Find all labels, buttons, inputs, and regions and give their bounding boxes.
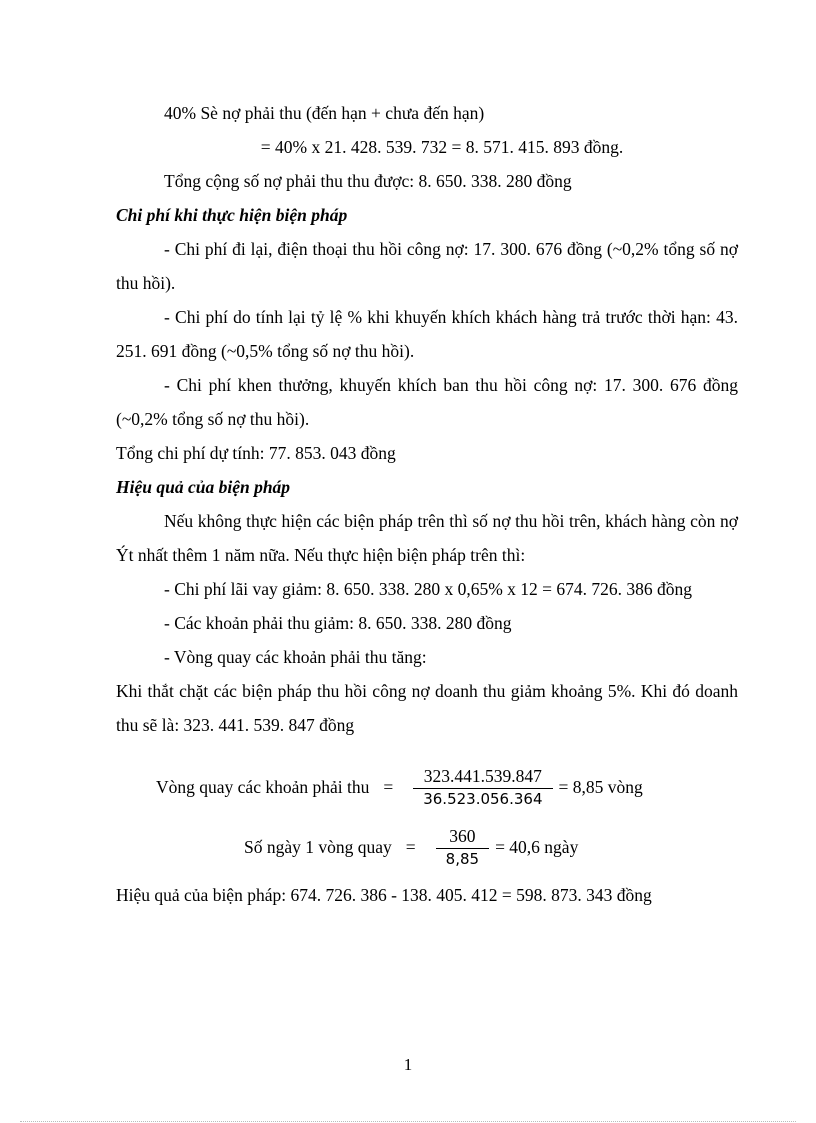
text-line: Hiệu quả của biện pháp: 674. 726. 386 - 138. 405. 412 = 598. 873. 343 đồng (116, 885, 652, 905)
formula-label: Vòng quay các khoản phải thu (156, 776, 370, 797)
fraction-denominator: 36.523.056.364 (413, 788, 552, 808)
paragraph: Khi thắt chặt các biện pháp thu hồi công nợ doanh thu giảm khoảng 5%. Khi đó doanh thu sẽ là: 323. 441. 539. 847 đồng (116, 681, 738, 735)
formula-turnover (156, 766, 738, 808)
fraction-denominator: 8,85 (436, 848, 489, 868)
formula-days (244, 826, 738, 868)
formula-result: = 40,6 ngày (495, 836, 579, 857)
text-line: = 40% x 21. 428. 539. 732 = 8. 571. 415. 893 đồng. (260, 137, 624, 157)
formula-equals: = (383, 776, 394, 797)
formula-equals: = (405, 836, 416, 857)
formula-result: = 8,85 vòng (558, 776, 643, 797)
fraction-numerator: 360 (449, 826, 476, 846)
page-number: 1 (403, 1055, 413, 1074)
document-page (116, 96, 738, 912)
text-line: 40% Sè nợ phải thu (đến hạn + chưa đến hạn) (164, 103, 485, 123)
text-line: Tổng chi phí dự tính: 77. 853. 043 đồng (116, 443, 396, 463)
page-bottom-border (20, 1121, 796, 1122)
fraction-numerator: 323.441.539.847 (423, 766, 542, 786)
fraction (436, 826, 489, 868)
formula-label: Số ngày 1 vòng quay (244, 836, 392, 857)
paragraph: Nếu không thực hiện các biện pháp trên thì số nợ thu hồi trên, khách hàng còn nợ Ýt nhất thêm 1 năm nữa. Nếu thực hiện biện pháp trên thì: (116, 511, 738, 565)
paragraph: - Chi phí đi lại, điện thoại thu hồi công nợ: 17. 300. 676 đồng (~0,2% tổng số nợ thu hồi). (116, 239, 738, 293)
section-heading: Chi phí khi thực hiện biện pháp (116, 205, 348, 225)
paragraph: - Chi phí lãi vay giảm: 8. 650. 338. 280 x 0,65% x 12 = 674. 726. 386 đồng (164, 579, 693, 599)
section-heading: Hiệu quả của biện pháp (116, 477, 291, 497)
paragraph: - Chi phí khen thưởng, khuyến khích ban thu hồi công nợ: 17. 300. 676 đồng (~0,2% tổng số nợ thu hồi). (116, 375, 738, 429)
fraction (413, 766, 552, 808)
paragraph: - Chi phí do tính lại tỷ lệ % khi khuyến khích khách hàng trả trước thời hạn: 43. 251. 691 đồng (~0,5% tổng số nợ thu hồi). (116, 307, 738, 361)
text-line: Tổng cộng số nợ phải thu thu được: 8. 650. 338. 280 đồng (164, 171, 572, 191)
text-line: - Vòng quay các khoản phải thu tăng: (164, 647, 427, 667)
text-line: - Các khoản phải thu giảm: 8. 650. 338. 280 đồng (164, 613, 512, 633)
